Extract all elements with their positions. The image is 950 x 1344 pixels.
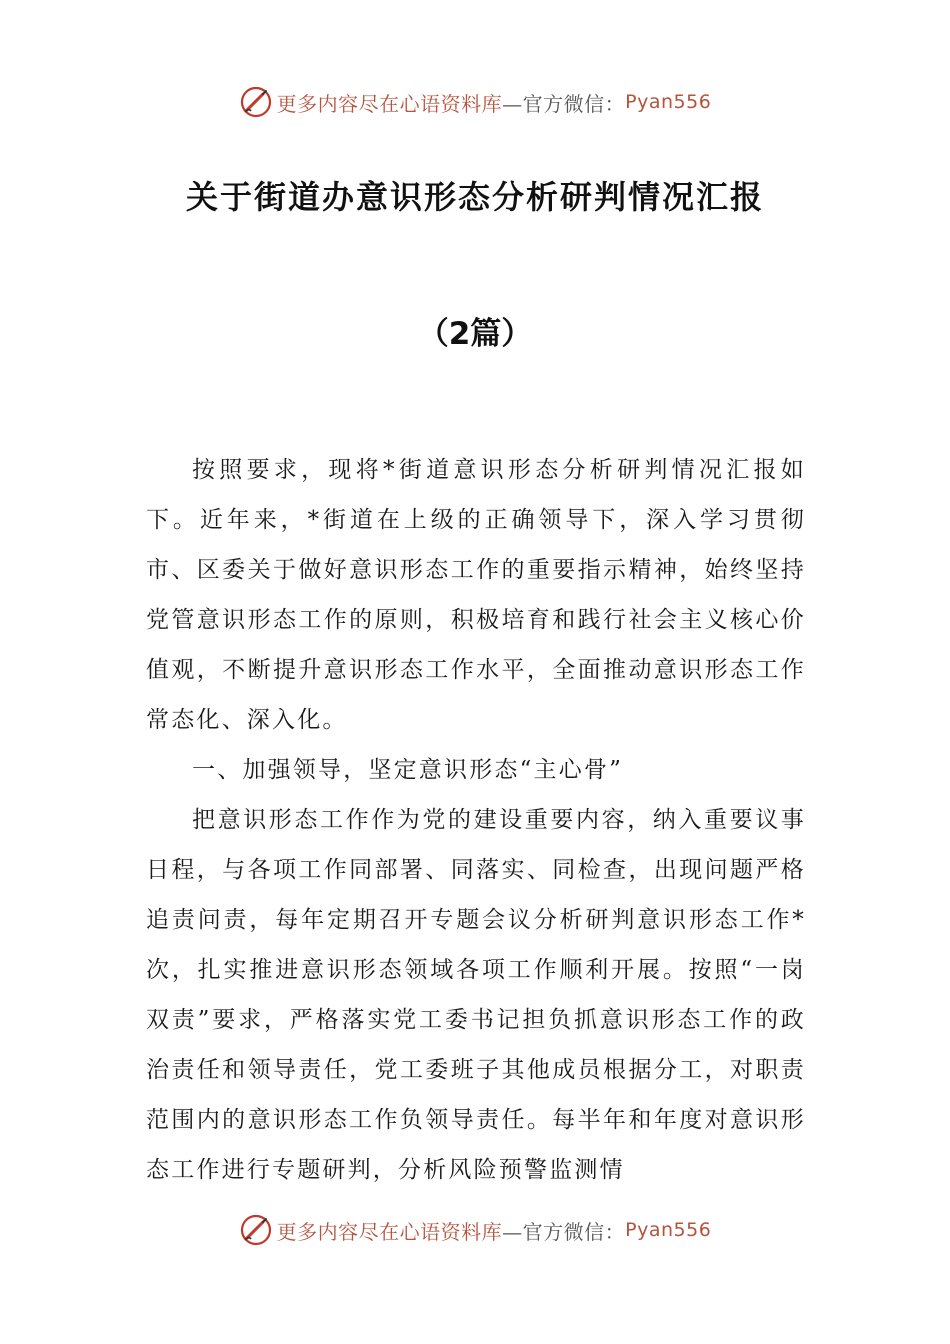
pen-logo-icon: [239, 1213, 273, 1247]
watermark-wechat-id: Pyan556: [625, 1219, 712, 1241]
footer-watermark: [0, 1208, 950, 1252]
document-body: [146, 445, 806, 1195]
watermark-official-text: —官方微信：: [502, 1219, 626, 1244]
watermark-brand-text: 更多内容尽在心语资料库: [276, 91, 503, 116]
pen-logo-icon: [239, 85, 273, 119]
watermark-official-text: —官方微信：: [502, 91, 626, 116]
paragraph-intro: 按照要求，现将*街道意识形态分析研判情况汇报如下。近年来，*街道在上级的正确领导下，深入学习贯彻市、区委关于做好意识形态工作的重要指示精神，始终坚持党管意识形态工作的原则，积极培育和践行社会主义核心价值观，不断提升意识形态工作水平，全面推动意识形态工作常态化、深入化。: [146, 457, 806, 733]
header-watermark: [0, 80, 950, 124]
document-title: 关于街道办意识形态分析研判情况汇报: [185, 178, 764, 216]
section-heading: 一、加强领导，坚定意识形态“主心骨”: [192, 757, 624, 783]
watermark-brand-text: 更多内容尽在心语资料库: [276, 1219, 503, 1244]
watermark-wechat-id: Pyan556: [625, 91, 712, 113]
paragraph-section-1: 把意识形态工作作为党的建设重要内容，纳入重要议事日程，与各项工作同部署、同落实、同检查，出现问题严格追责问责，每年定期召开专题会议分析研判意识形态工作*次，扎实推进意识形态领域各项工作顺利开展。按照“一岗双责”要求，严格落实党工委书记担负抓意识形态工作的政治责任和领导责任，党工委班子其他成员根据分工，对职责范围内的意识形态工作负领导责任。每半年和年度对意识形态工作进行专题研判，分析风险预警监测情: [146, 807, 806, 1183]
document-subtitle: （2篇）: [417, 316, 533, 352]
